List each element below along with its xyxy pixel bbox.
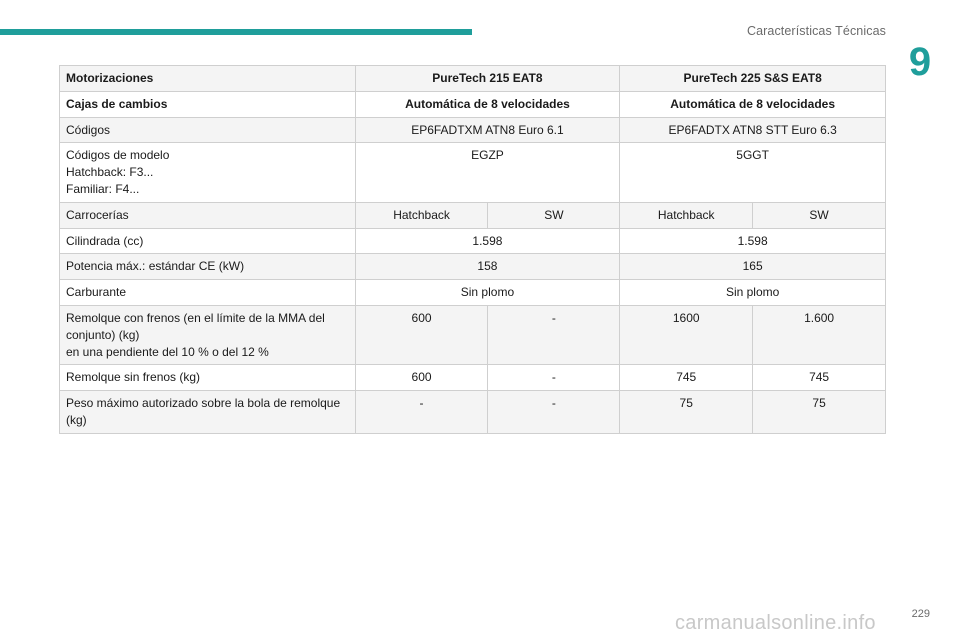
table-row (60, 91, 886, 117)
table-cell: - (355, 391, 488, 434)
row-label: Carburante (60, 280, 356, 306)
table-cell: 1.598 (355, 228, 620, 254)
table-row (60, 254, 886, 280)
table-row (60, 305, 886, 364)
table-cell: 75 (753, 391, 886, 434)
row-label (60, 143, 356, 202)
table-row (60, 365, 886, 391)
table-cell: Sin plomo (620, 280, 886, 306)
row-label-line: Familiar: F4... (66, 181, 140, 196)
table-cell: 158 (355, 254, 620, 280)
row-label-line: en una pendiente del 10 % o del 12 % (66, 344, 269, 359)
row-label: Códigos (60, 117, 356, 143)
row-label-line: Peso máximo autorizado sobre la bola de remolque (66, 396, 341, 411)
row-label: Carrocerías (60, 202, 356, 228)
table-row (60, 117, 886, 143)
table-cell: Automática de 8 velocidades (355, 91, 620, 117)
row-label: Motorizaciones (60, 66, 356, 92)
table-cell: - (488, 365, 620, 391)
row-label: Potencia máx.: estándar CE (kW) (60, 254, 356, 280)
table-cell: 165 (620, 254, 886, 280)
table-cell: 75 (620, 391, 753, 434)
table-cell: Sin plomo (355, 280, 620, 306)
engine-header: PureTech 225 S&S EAT8 (620, 66, 886, 92)
engine-header: PureTech 215 EAT8 (355, 66, 620, 92)
table-cell: - (488, 391, 620, 434)
row-label: Cajas de cambios (60, 91, 356, 117)
row-label: Remolque sin frenos (kg) (60, 365, 356, 391)
page-number: 229 (911, 608, 930, 620)
watermark: carmanualsonline.info (675, 612, 876, 634)
row-label-line: Hatchback: F3... (66, 165, 154, 180)
table-row (60, 143, 886, 202)
row-label-line: conjunto) (kg) (66, 327, 140, 342)
row-label (60, 305, 356, 364)
table-cell: 600 (355, 365, 488, 391)
table-cell: 1.600 (753, 305, 886, 364)
table-cell: 5GGT (620, 143, 886, 202)
table-cell: EP6FADTX ATN8 STT Euro 6.3 (620, 117, 886, 143)
table-cell: Hatchback (355, 202, 488, 228)
table-row (60, 228, 886, 254)
table-row (60, 280, 886, 306)
row-label-line: (kg) (66, 412, 87, 427)
table-cell: - (488, 305, 620, 364)
table-cell: 745 (620, 365, 753, 391)
table-cell: 1.598 (620, 228, 886, 254)
table-cell: Automática de 8 velocidades (620, 91, 886, 117)
table-cell: Hatchback (620, 202, 753, 228)
table-row (60, 391, 886, 434)
table-cell: 745 (753, 365, 886, 391)
table-cell: EGZP (355, 143, 620, 202)
chapter-number: 9 (908, 40, 932, 84)
specifications-table (59, 65, 886, 434)
table-cell: EP6FADTXM ATN8 Euro 6.1 (355, 117, 620, 143)
table-cell: 600 (355, 305, 488, 364)
header-accent-bar (0, 29, 472, 35)
row-label (60, 391, 356, 434)
table-cell: SW (753, 202, 886, 228)
row-label-line: Códigos de modelo (66, 148, 170, 163)
table-cell: 1600 (620, 305, 753, 364)
table-cell: SW (488, 202, 620, 228)
section-title: Características Técnicas (746, 24, 886, 38)
table-row (60, 202, 886, 228)
row-label: Cilindrada (cc) (60, 228, 356, 254)
row-label-line: Remolque con frenos (en el límite de la MMA del (66, 310, 325, 325)
table-row (60, 66, 886, 92)
